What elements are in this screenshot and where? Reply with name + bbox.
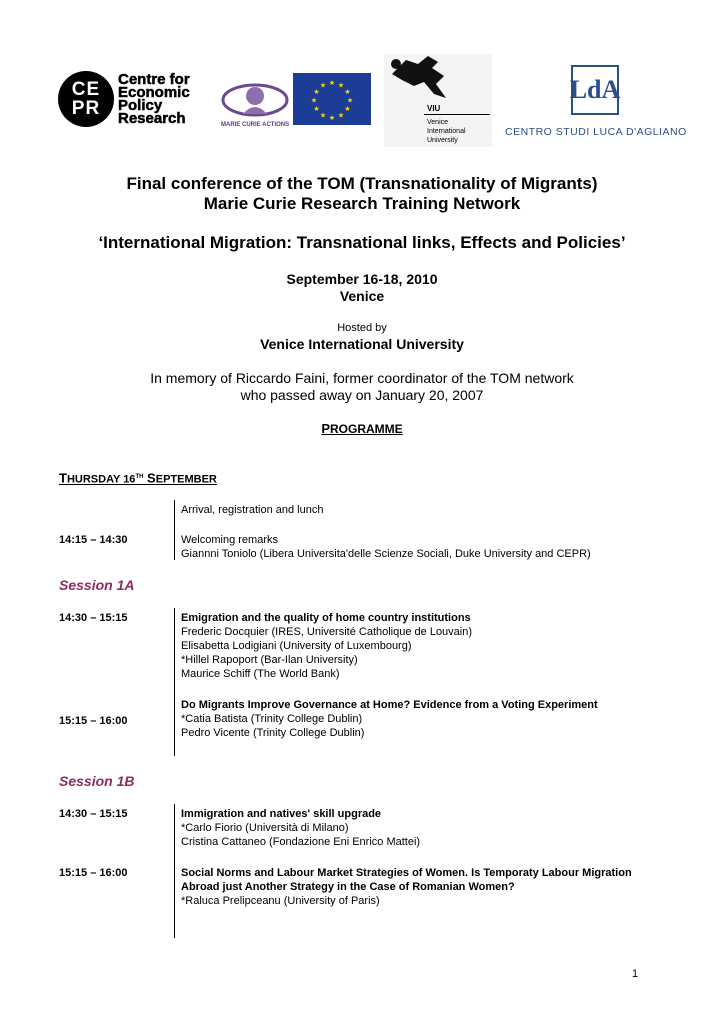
viu-subtitle	[427, 118, 466, 145]
lda-mark: LdA	[571, 65, 619, 115]
marie-curie-text: MARIE CURIE ACTIONS	[221, 122, 290, 128]
day-heading	[59, 470, 217, 487]
arrival-text: Arrival, registration and lunch	[181, 504, 324, 516]
talk-author: *Raluca Prelipceanu (University of Paris)	[181, 895, 380, 907]
cepr-logo	[58, 71, 208, 131]
day-ordinal: TH	[135, 474, 144, 480]
lda-logo	[505, 65, 685, 137]
viu-runner-icon	[384, 54, 492, 104]
cepr-initials-top: CE	[71, 79, 101, 100]
svg-text:★: ★	[319, 111, 327, 120]
time-slot: 15:15 – 16:00	[59, 867, 128, 879]
svg-text:★: ★	[344, 105, 351, 113]
svg-text:★: ★	[346, 96, 354, 105]
host-name: Venice International University	[260, 336, 464, 352]
viu-sub-line: University	[427, 137, 458, 144]
title-line-2: Marie Curie Research Training Network	[203, 194, 521, 213]
eu-flag-logo	[293, 73, 371, 125]
schedule-rule	[174, 804, 175, 938]
svg-text:★: ★	[313, 88, 320, 96]
time-slot: 14:15 – 14:30	[59, 534, 128, 546]
talk-author: *Hillel Rapoport (Bar-Ilan University)	[181, 654, 358, 666]
talk-title-continued: Abroad just Another Strategy in the Case of Romanian Women?	[181, 881, 515, 893]
svg-text:★: ★	[344, 88, 351, 96]
talk-title: Emigration and the quality of home country institutions	[181, 612, 471, 624]
programme-rest: ROGRAMME	[330, 422, 403, 436]
day-rest: HURSDAY 16	[66, 473, 136, 486]
month-initial: S	[143, 470, 156, 486]
talk-title: Do Migrants Improve Governance at Home? Evidence from a Voting Experiment	[181, 699, 598, 711]
time-slot: 15:15 – 16:00	[59, 715, 128, 727]
viu-logo	[384, 54, 492, 147]
talk-author: Maurice Schiff (The World Bank)	[181, 668, 340, 680]
svg-text:★: ★	[310, 96, 318, 105]
talk-author: *Carlo Fiorio (Università di Milano)	[181, 822, 349, 834]
eu-stars-icon	[293, 73, 371, 125]
schedule-rule	[174, 608, 175, 756]
cepr-line: Centre for	[118, 71, 190, 88]
conference-subtitle: ‘International Migration: Transnational links, Effects and Policies’	[98, 233, 626, 252]
conference-dates: September 16-18, 2010	[286, 271, 438, 287]
session-heading: Session 1A	[59, 577, 135, 593]
svg-text:★: ★	[337, 111, 345, 120]
cepr-line: Policy	[118, 97, 163, 114]
programme-heading	[0, 421, 724, 437]
welcome-text: Welcoming remarks	[181, 534, 278, 546]
talk-title: Social Norms and Labour Market Strategies of Women. Is Temporaty Labour Migration	[181, 867, 632, 879]
cepr-wordmark	[118, 73, 190, 125]
time-slot: 14:30 – 15:15	[59, 808, 128, 820]
hosted-by-label: Hosted by	[337, 322, 387, 334]
talk-author: *Catia Batista (Trinity College Dublin)	[181, 713, 363, 725]
page-number: 1	[632, 968, 639, 980]
marie-curie-logo	[221, 80, 289, 128]
viu-label: VIU	[427, 104, 441, 113]
viu-sub-line: Venice	[427, 119, 449, 126]
month-rest: EPTEMBER	[155, 473, 217, 486]
viu-sub-line: International	[427, 128, 466, 135]
cepr-line: Research	[118, 110, 186, 127]
lda-text: CENTRO STUDI LUCA D'AGLIANO	[505, 126, 687, 138]
marie-curie-portrait-icon	[221, 80, 289, 118]
conference-place: Venice	[339, 288, 385, 304]
cepr-circle-mark	[58, 71, 114, 127]
welcome-speaker: Giannni Toniolo (Libera Universita'delle Scienze Sociali, Duke University and CEPR)	[181, 548, 591, 560]
day-initial: T	[59, 470, 67, 486]
talk-title: Immigration and natives' skill upgrade	[181, 808, 382, 820]
time-slot: 14:30 – 15:15	[59, 612, 128, 624]
talk-author: Elisabetta Lodigiani (University of Luxembourg)	[181, 640, 412, 652]
svg-text:★: ★	[313, 105, 320, 113]
talk-author: Pedro Vicente (Trinity College Dublin)	[181, 727, 365, 739]
svg-text:★: ★	[319, 81, 327, 90]
viu-divider	[424, 114, 490, 115]
memorial-line-2: who passed away on January 20, 2007	[240, 387, 484, 403]
cepr-initials-bottom: PR	[71, 98, 101, 119]
talk-author: Cristina Cattaneo (Fondazione Eni Enrico Mattei)	[181, 836, 421, 848]
schedule-rule	[174, 500, 175, 560]
talk-author: Frederic Docquier (IRES, Université Catholique de Louvain)	[181, 626, 473, 638]
svg-text:★: ★	[328, 79, 336, 87]
memorial-line-1: In memory of Riccardo Faini, former coordinator of the TOM network	[150, 370, 574, 386]
cepr-line: Economic	[118, 84, 190, 101]
programme-initial: P	[321, 421, 330, 436]
svg-text:★: ★	[328, 114, 336, 122]
svg-text:★: ★	[337, 81, 345, 90]
title-line-1: Final conference of the TOM (Transnationality of Migrants)	[126, 174, 598, 193]
session-heading: Session 1B	[59, 773, 135, 789]
